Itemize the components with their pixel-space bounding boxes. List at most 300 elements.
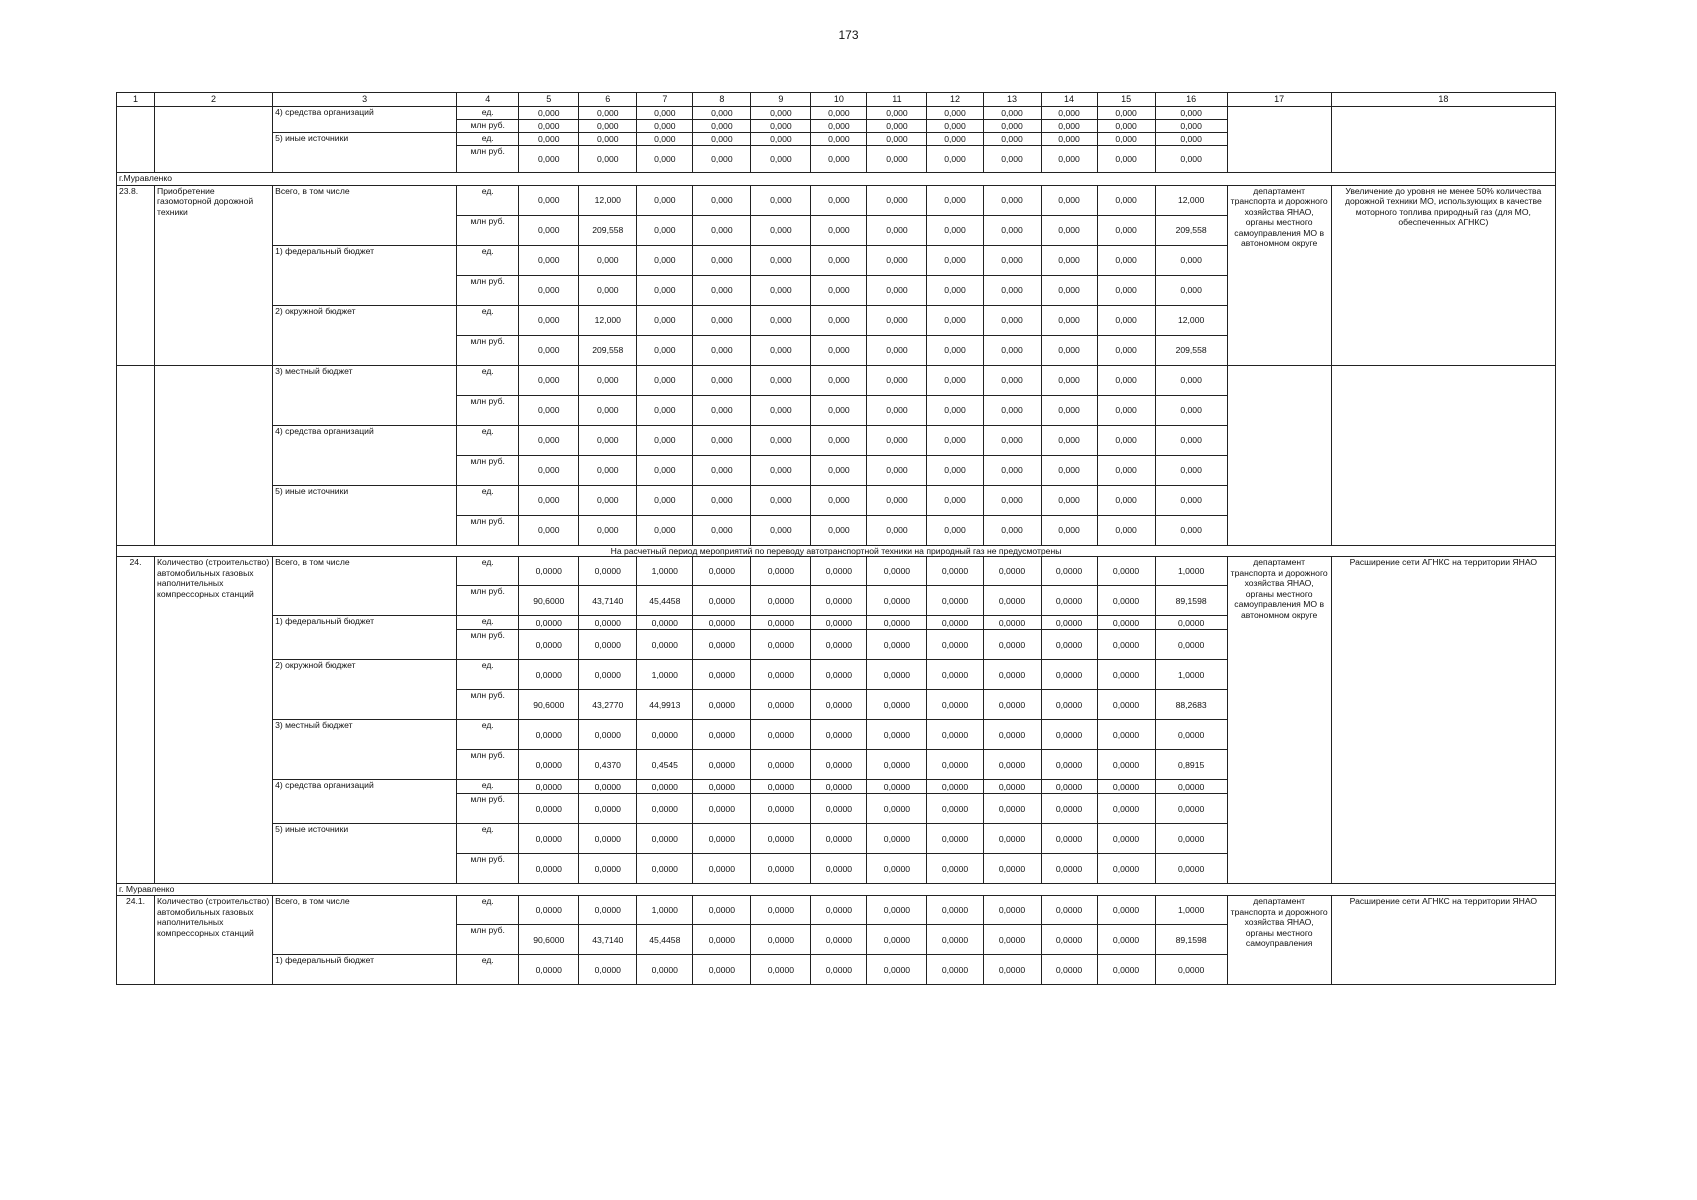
value-cell: 0,0000 bbox=[811, 720, 867, 750]
value-cell: 0,0000 bbox=[751, 854, 811, 884]
value-cell: 0,0000 bbox=[1155, 955, 1227, 985]
value-cell: 0,000 bbox=[927, 456, 983, 486]
column-header: 7 bbox=[637, 93, 693, 107]
value-cell: 0,0000 bbox=[519, 616, 579, 630]
value-cell: 90,6000 bbox=[519, 690, 579, 720]
value-cell: 0,000 bbox=[811, 120, 867, 133]
value-cell: 0,000 bbox=[867, 306, 927, 336]
value-cell: 44,9913 bbox=[637, 690, 693, 720]
value-cell: 0,000 bbox=[1155, 120, 1227, 133]
value-cell: 0,0000 bbox=[811, 854, 867, 884]
value-cell: 0,0000 bbox=[1155, 824, 1227, 854]
value-cell: 0,0000 bbox=[1097, 794, 1155, 824]
value-cell: 0,000 bbox=[927, 120, 983, 133]
funding-source: 1) федеральный бюджет bbox=[273, 616, 457, 660]
value-cell: 0,0000 bbox=[637, 955, 693, 985]
value-cell: 0,000 bbox=[1041, 107, 1097, 120]
value-cell: 0,0000 bbox=[579, 630, 637, 660]
value-cell: 0,0000 bbox=[927, 720, 983, 750]
value-cell: 0,0000 bbox=[519, 794, 579, 824]
value-cell: 0,000 bbox=[579, 486, 637, 516]
value-cell: 0,0000 bbox=[983, 660, 1041, 690]
unit-cell: ед. bbox=[457, 486, 519, 516]
value-cell: 0,000 bbox=[751, 146, 811, 173]
table-row bbox=[117, 896, 1556, 925]
value-cell: 89,1598 bbox=[1155, 586, 1227, 616]
value-cell: 0,0000 bbox=[579, 557, 637, 586]
value-cell: 0,0000 bbox=[927, 780, 983, 794]
value-cell: 0,0000 bbox=[1155, 780, 1227, 794]
value-cell: 0,000 bbox=[751, 366, 811, 396]
value-cell: 0,0000 bbox=[867, 896, 927, 925]
value-cell: 0,0000 bbox=[811, 750, 867, 780]
value-cell: 0,000 bbox=[693, 366, 751, 396]
value-cell: 0,0000 bbox=[751, 557, 811, 586]
value-cell: 0,000 bbox=[1041, 486, 1097, 516]
value-cell: 0,000 bbox=[519, 216, 579, 246]
value-cell: 0,0000 bbox=[927, 896, 983, 925]
value-cell: 0,000 bbox=[693, 146, 751, 173]
value-cell: 0,0000 bbox=[693, 925, 751, 955]
value-cell: 0,000 bbox=[751, 276, 811, 306]
value-cell: 0,0000 bbox=[1097, 955, 1155, 985]
value-cell: 0,000 bbox=[519, 456, 579, 486]
value-cell: 0,000 bbox=[637, 133, 693, 146]
value-cell: 43,2770 bbox=[579, 690, 637, 720]
value-cell: 0,000 bbox=[693, 246, 751, 276]
value-cell: 0,000 bbox=[1041, 396, 1097, 426]
responsible-executor: департамент транспорта и дорожного хозяйства ЯНАО, органы местного самоуправления МО в автономном округе bbox=[1227, 557, 1331, 884]
value-cell: 0,000 bbox=[811, 186, 867, 216]
column-header: 8 bbox=[693, 93, 751, 107]
value-cell: 0,0000 bbox=[927, 557, 983, 586]
value-cell: 0,000 bbox=[811, 396, 867, 426]
value-cell: 0,000 bbox=[1097, 246, 1155, 276]
value-cell: 0,0000 bbox=[867, 690, 927, 720]
column-header: 11 bbox=[867, 93, 927, 107]
value-cell: 0,0000 bbox=[579, 794, 637, 824]
value-cell: 0,000 bbox=[1097, 366, 1155, 396]
value-cell: 0,0000 bbox=[579, 854, 637, 884]
column-header: 10 bbox=[811, 93, 867, 107]
value-cell: 0,0000 bbox=[867, 660, 927, 690]
value-cell: 0,0000 bbox=[693, 794, 751, 824]
value-cell: 0,000 bbox=[519, 426, 579, 456]
value-cell: 0,000 bbox=[519, 396, 579, 426]
value-cell: 0,000 bbox=[867, 246, 927, 276]
value-cell: 0,0000 bbox=[1041, 854, 1097, 884]
value-cell: 0,000 bbox=[1097, 107, 1155, 120]
value-cell: 0,0000 bbox=[811, 955, 867, 985]
note-text: На расчетный период мероприятий по переводу автотранспортной техники на природный газ не предусмотрены bbox=[117, 546, 1556, 557]
value-cell: 0,000 bbox=[927, 426, 983, 456]
value-cell: 0,0000 bbox=[579, 955, 637, 985]
value-cell: 0,4545 bbox=[637, 750, 693, 780]
value-cell: 0,000 bbox=[693, 120, 751, 133]
value-cell: 0,000 bbox=[637, 186, 693, 216]
value-cell: 0,0000 bbox=[693, 616, 751, 630]
value-cell: 0,000 bbox=[927, 246, 983, 276]
value-cell: 0,000 bbox=[811, 146, 867, 173]
unit-cell: ед. bbox=[457, 955, 519, 985]
value-cell: 90,6000 bbox=[519, 586, 579, 616]
column-header: 4 bbox=[457, 93, 519, 107]
value-cell: 0,0000 bbox=[811, 557, 867, 586]
value-cell: 0,000 bbox=[519, 146, 579, 173]
value-cell: 0,0000 bbox=[519, 854, 579, 884]
value-cell: 0,0000 bbox=[867, 925, 927, 955]
value-cell: 209,558 bbox=[1155, 216, 1227, 246]
value-cell: 0,0000 bbox=[867, 630, 927, 660]
value-cell: 0,000 bbox=[927, 133, 983, 146]
value-cell: 0,000 bbox=[1097, 276, 1155, 306]
value-cell: 0,000 bbox=[811, 276, 867, 306]
value-cell: 0,000 bbox=[927, 486, 983, 516]
value-cell: 0,000 bbox=[1041, 120, 1097, 133]
value-cell: 0,000 bbox=[927, 516, 983, 546]
value-cell: 0,000 bbox=[1155, 146, 1227, 173]
value-cell: 0,0000 bbox=[519, 750, 579, 780]
value-cell: 0,0000 bbox=[693, 750, 751, 780]
value-cell: 0,000 bbox=[693, 306, 751, 336]
funding-source: Всего, в том числе bbox=[273, 557, 457, 616]
value-cell: 0,0000 bbox=[867, 955, 927, 985]
value-cell: 0,0000 bbox=[927, 854, 983, 884]
value-cell: 0,000 bbox=[1041, 306, 1097, 336]
unit-cell: млн руб. bbox=[457, 925, 519, 955]
empty-cell bbox=[155, 107, 273, 173]
value-cell: 12,000 bbox=[579, 186, 637, 216]
value-cell: 0,000 bbox=[927, 107, 983, 120]
value-cell: 0,0000 bbox=[983, 750, 1041, 780]
value-cell: 0,0000 bbox=[751, 824, 811, 854]
value-cell: 0,0000 bbox=[1041, 824, 1097, 854]
value-cell: 0,000 bbox=[867, 486, 927, 516]
value-cell: 0,000 bbox=[927, 396, 983, 426]
value-cell: 0,0000 bbox=[983, 720, 1041, 750]
value-cell: 0,0000 bbox=[637, 616, 693, 630]
value-cell: 0,0000 bbox=[983, 690, 1041, 720]
value-cell: 0,0000 bbox=[579, 824, 637, 854]
value-cell: 0,000 bbox=[693, 216, 751, 246]
value-cell: 0,000 bbox=[1041, 133, 1097, 146]
table-row bbox=[117, 557, 1556, 586]
value-cell: 0,8915 bbox=[1155, 750, 1227, 780]
value-cell: 0,000 bbox=[983, 516, 1041, 546]
value-cell: 0,000 bbox=[751, 246, 811, 276]
value-cell: 0,000 bbox=[519, 276, 579, 306]
value-cell: 0,000 bbox=[811, 516, 867, 546]
value-cell: 0,000 bbox=[637, 107, 693, 120]
value-cell: 0,000 bbox=[693, 107, 751, 120]
item-name: Приобретение газомоторной дорожной техники bbox=[155, 186, 273, 366]
value-cell: 0,000 bbox=[579, 426, 637, 456]
value-cell: 0,000 bbox=[751, 396, 811, 426]
value-cell: 0,0000 bbox=[693, 854, 751, 884]
unit-cell: млн руб. bbox=[457, 516, 519, 546]
column-header: 18 bbox=[1331, 93, 1555, 107]
value-cell: 0,000 bbox=[811, 486, 867, 516]
unit-cell: млн руб. bbox=[457, 216, 519, 246]
value-cell: 0,000 bbox=[579, 107, 637, 120]
value-cell: 0,000 bbox=[867, 456, 927, 486]
value-cell: 0,0000 bbox=[693, 824, 751, 854]
value-cell: 0,000 bbox=[579, 146, 637, 173]
value-cell: 0,000 bbox=[1041, 516, 1097, 546]
column-header: 12 bbox=[927, 93, 983, 107]
value-cell: 0,000 bbox=[983, 366, 1041, 396]
value-cell: 0,0000 bbox=[983, 896, 1041, 925]
value-cell: 0,000 bbox=[1041, 456, 1097, 486]
value-cell: 0,0000 bbox=[1097, 557, 1155, 586]
value-cell: 0,000 bbox=[1155, 516, 1227, 546]
unit-cell: ед. bbox=[457, 107, 519, 120]
value-cell: 0,000 bbox=[1155, 276, 1227, 306]
program-table bbox=[116, 92, 1556, 985]
responsible-executor: департамент транспорта и дорожного хозяйства ЯНАО, органы местного самоуправления bbox=[1227, 896, 1331, 985]
value-cell: 0,000 bbox=[1155, 107, 1227, 120]
value-cell: 0,0000 bbox=[1041, 690, 1097, 720]
value-cell: 0,000 bbox=[637, 306, 693, 336]
value-cell: 0,000 bbox=[927, 366, 983, 396]
value-cell: 0,0000 bbox=[1041, 720, 1097, 750]
unit-cell: млн руб. bbox=[457, 630, 519, 660]
value-cell: 0,000 bbox=[519, 246, 579, 276]
funding-source: 1) федеральный бюджет bbox=[273, 955, 457, 985]
value-cell: 0,0000 bbox=[1155, 720, 1227, 750]
value-cell: 0,000 bbox=[811, 366, 867, 396]
value-cell: 0,0000 bbox=[1155, 794, 1227, 824]
empty-cell bbox=[117, 366, 155, 546]
empty-cell bbox=[155, 366, 273, 546]
value-cell: 0,0000 bbox=[751, 925, 811, 955]
funding-source: 3) местный бюджет bbox=[273, 366, 457, 426]
value-cell: 0,000 bbox=[927, 276, 983, 306]
value-cell: 0,0000 bbox=[811, 896, 867, 925]
item-name: Количество (строительство) автомобильных газовых наполнительных компрессорных станций bbox=[155, 896, 273, 985]
column-header: 15 bbox=[1097, 93, 1155, 107]
group-row bbox=[117, 884, 1556, 896]
value-cell: 0,0000 bbox=[983, 824, 1041, 854]
value-cell: 0,000 bbox=[867, 336, 927, 366]
value-cell: 88,2683 bbox=[1155, 690, 1227, 720]
value-cell: 0,000 bbox=[867, 426, 927, 456]
value-cell: 0,0000 bbox=[1041, 660, 1097, 690]
value-cell: 0,000 bbox=[811, 456, 867, 486]
value-cell: 1,0000 bbox=[637, 896, 693, 925]
value-cell: 0,0000 bbox=[637, 720, 693, 750]
funding-source: 1) федеральный бюджет bbox=[273, 246, 457, 306]
value-cell: 0,0000 bbox=[579, 660, 637, 690]
unit-cell: ед. bbox=[457, 246, 519, 276]
value-cell: 0,0000 bbox=[693, 955, 751, 985]
value-cell: 0,0000 bbox=[519, 630, 579, 660]
value-cell: 0,000 bbox=[867, 107, 927, 120]
column-header: 14 bbox=[1041, 93, 1097, 107]
value-cell: 0,000 bbox=[1041, 336, 1097, 366]
value-cell: 0,0000 bbox=[927, 586, 983, 616]
value-cell: 0,000 bbox=[751, 456, 811, 486]
value-cell: 0,000 bbox=[1155, 456, 1227, 486]
value-cell: 0,0000 bbox=[1097, 720, 1155, 750]
value-cell: 0,0000 bbox=[637, 854, 693, 884]
value-cell: 0,0000 bbox=[983, 780, 1041, 794]
empty-cell bbox=[1227, 366, 1331, 546]
value-cell: 0,000 bbox=[1041, 246, 1097, 276]
value-cell: 0,000 bbox=[579, 396, 637, 426]
value-cell: 0,000 bbox=[1097, 133, 1155, 146]
value-cell: 0,000 bbox=[637, 516, 693, 546]
value-cell: 45,4458 bbox=[637, 586, 693, 616]
value-cell: 0,000 bbox=[983, 456, 1041, 486]
value-cell: 0,000 bbox=[637, 366, 693, 396]
value-cell: 0,0000 bbox=[1041, 794, 1097, 824]
value-cell: 0,000 bbox=[637, 396, 693, 426]
value-cell: 0,000 bbox=[811, 426, 867, 456]
unit-cell: млн руб. bbox=[457, 690, 519, 720]
value-cell: 0,0000 bbox=[519, 896, 579, 925]
funding-source: 4) средства организаций bbox=[273, 426, 457, 486]
value-cell: 0,0000 bbox=[1041, 955, 1097, 985]
value-cell: 0,000 bbox=[637, 216, 693, 246]
value-cell: 12,000 bbox=[1155, 186, 1227, 216]
value-cell: 0,000 bbox=[1155, 486, 1227, 516]
value-cell: 0,0000 bbox=[927, 824, 983, 854]
value-cell: 0,0000 bbox=[811, 586, 867, 616]
value-cell: 0,000 bbox=[811, 246, 867, 276]
value-cell: 0,0000 bbox=[927, 750, 983, 780]
value-cell: 0,000 bbox=[1097, 426, 1155, 456]
value-cell: 0,000 bbox=[1041, 216, 1097, 246]
unit-cell: млн руб. bbox=[457, 120, 519, 133]
value-cell: 0,0000 bbox=[1097, 780, 1155, 794]
value-cell: 0,0000 bbox=[751, 660, 811, 690]
value-cell: 0,0000 bbox=[927, 616, 983, 630]
value-cell: 0,0000 bbox=[519, 557, 579, 586]
value-cell: 0,000 bbox=[693, 133, 751, 146]
page-number: 173 bbox=[838, 28, 859, 42]
value-cell: 0,0000 bbox=[751, 750, 811, 780]
value-cell: 0,000 bbox=[1097, 516, 1155, 546]
value-cell: 0,000 bbox=[693, 516, 751, 546]
value-cell: 0,0000 bbox=[811, 630, 867, 660]
value-cell: 0,0000 bbox=[1097, 896, 1155, 925]
funding-source: 4) средства организаций bbox=[273, 780, 457, 824]
unit-cell: млн руб. bbox=[457, 276, 519, 306]
value-cell: 0,000 bbox=[811, 336, 867, 366]
value-cell: 0,0000 bbox=[811, 616, 867, 630]
value-cell: 0,0000 bbox=[1041, 780, 1097, 794]
unit-cell: млн руб. bbox=[457, 456, 519, 486]
value-cell: 0,000 bbox=[983, 246, 1041, 276]
value-cell: 0,000 bbox=[751, 186, 811, 216]
value-cell: 12,000 bbox=[1155, 306, 1227, 336]
value-cell: 0,0000 bbox=[519, 720, 579, 750]
value-cell: 0,0000 bbox=[693, 557, 751, 586]
value-cell: 0,000 bbox=[693, 396, 751, 426]
column-header: 1 bbox=[117, 93, 155, 107]
value-cell: 0,0000 bbox=[693, 780, 751, 794]
column-header: 9 bbox=[751, 93, 811, 107]
value-cell: 0,000 bbox=[637, 336, 693, 366]
column-header: 5 bbox=[519, 93, 579, 107]
value-cell: 0,000 bbox=[983, 107, 1041, 120]
value-cell: 0,000 bbox=[637, 246, 693, 276]
value-cell: 0,0000 bbox=[1097, 586, 1155, 616]
value-cell: 0,0000 bbox=[983, 630, 1041, 660]
value-cell: 1,0000 bbox=[637, 557, 693, 586]
column-header: 16 bbox=[1155, 93, 1227, 107]
value-cell: 43,7140 bbox=[579, 586, 637, 616]
value-cell: 0,0000 bbox=[1097, 660, 1155, 690]
value-cell: 0,0000 bbox=[927, 955, 983, 985]
value-cell: 0,0000 bbox=[1097, 690, 1155, 720]
value-cell: 0,0000 bbox=[751, 690, 811, 720]
unit-cell: ед. bbox=[457, 616, 519, 630]
value-cell: 43,7140 bbox=[579, 925, 637, 955]
value-cell: 0,000 bbox=[983, 486, 1041, 516]
unit-cell: ед. bbox=[457, 660, 519, 690]
unit-cell: ед. bbox=[457, 306, 519, 336]
header-row bbox=[117, 93, 1556, 107]
value-cell: 0,000 bbox=[519, 107, 579, 120]
empty-cell bbox=[117, 107, 155, 173]
value-cell: 0,000 bbox=[519, 336, 579, 366]
unit-cell: млн руб. bbox=[457, 794, 519, 824]
value-cell: 0,000 bbox=[751, 107, 811, 120]
value-cell: 0,000 bbox=[751, 486, 811, 516]
value-cell: 12,000 bbox=[579, 306, 637, 336]
value-cell: 0,0000 bbox=[693, 896, 751, 925]
value-cell: 0,0000 bbox=[983, 925, 1041, 955]
note-row bbox=[117, 546, 1556, 557]
value-cell: 0,000 bbox=[1097, 186, 1155, 216]
value-cell: 0,0000 bbox=[637, 824, 693, 854]
unit-cell: ед. bbox=[457, 780, 519, 794]
value-cell: 0,0000 bbox=[1155, 616, 1227, 630]
value-cell: 0,000 bbox=[867, 276, 927, 306]
value-cell: 1,0000 bbox=[1155, 896, 1227, 925]
value-cell: 0,0000 bbox=[867, 794, 927, 824]
value-cell: 0,000 bbox=[579, 246, 637, 276]
value-cell: 0,000 bbox=[519, 186, 579, 216]
value-cell: 0,0000 bbox=[519, 660, 579, 690]
value-cell: 0,0000 bbox=[927, 630, 983, 660]
value-cell: 0,0000 bbox=[983, 854, 1041, 884]
value-cell: 0,0000 bbox=[751, 720, 811, 750]
value-cell: 0,000 bbox=[1097, 120, 1155, 133]
value-cell: 0,000 bbox=[927, 216, 983, 246]
value-cell: 0,0000 bbox=[1097, 616, 1155, 630]
value-cell: 0,000 bbox=[637, 456, 693, 486]
table-row bbox=[117, 186, 1556, 216]
unit-cell: ед. bbox=[457, 720, 519, 750]
value-cell: 0,0000 bbox=[927, 794, 983, 824]
value-cell: 0,000 bbox=[1041, 186, 1097, 216]
value-cell: 0,0000 bbox=[867, 616, 927, 630]
value-cell: 0,000 bbox=[983, 120, 1041, 133]
value-cell: 0,0000 bbox=[751, 896, 811, 925]
column-header: 6 bbox=[579, 93, 637, 107]
responsible-executor: департамент транспорта и дорожного хозяйства ЯНАО, органы местного самоуправления МО в автономном округе bbox=[1227, 186, 1331, 366]
value-cell: 0,000 bbox=[983, 276, 1041, 306]
value-cell: 0,0000 bbox=[983, 955, 1041, 985]
value-cell: 0,0000 bbox=[751, 780, 811, 794]
value-cell: 0,000 bbox=[519, 486, 579, 516]
value-cell: 0,000 bbox=[1097, 336, 1155, 366]
value-cell: 0,000 bbox=[867, 366, 927, 396]
value-cell: 0,000 bbox=[811, 107, 867, 120]
